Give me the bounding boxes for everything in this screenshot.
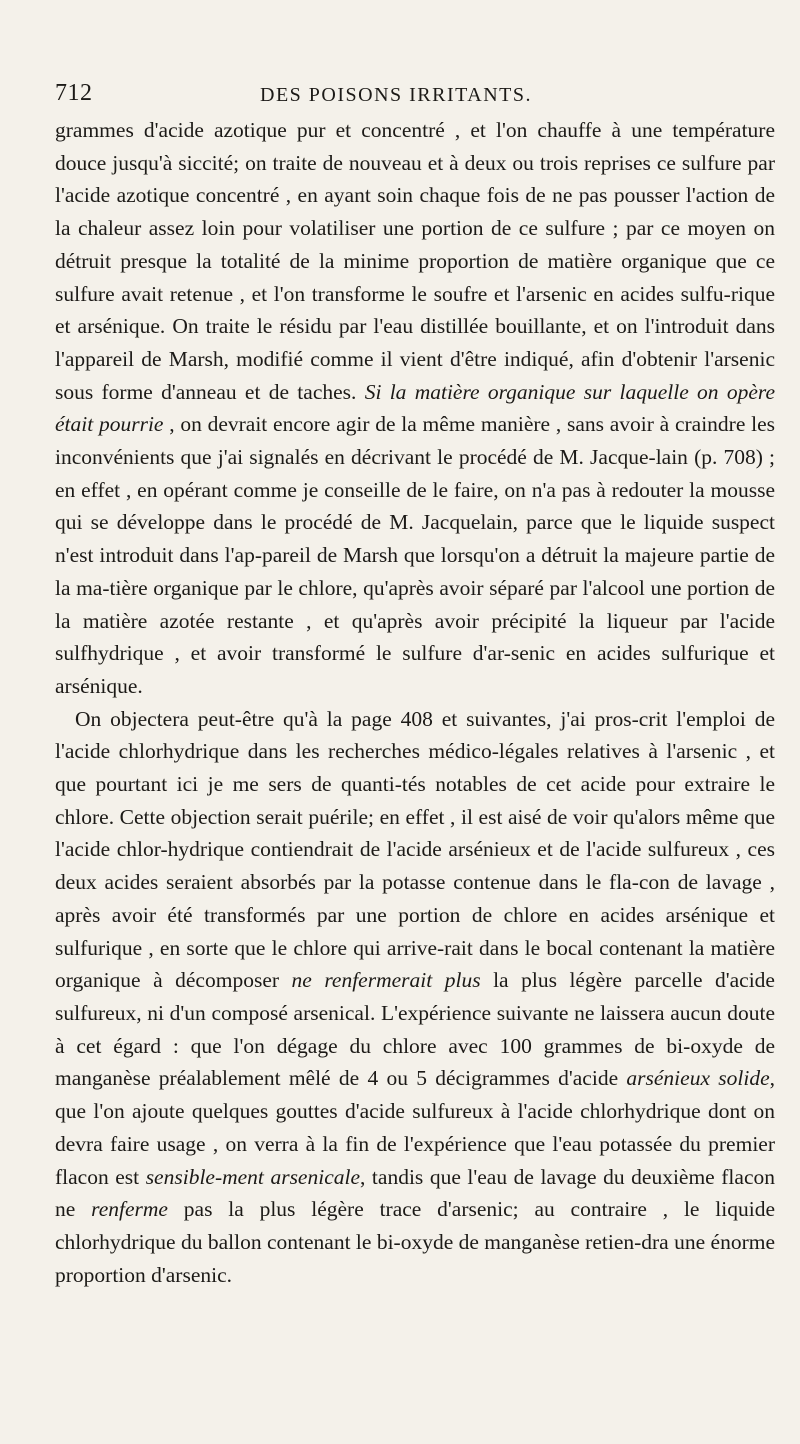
italic-segment: arsénieux solide (626, 1066, 770, 1091)
text-segment: , on devrait encore agir de la même manière , sans avoir à craindre les inconvénients que j'ai signalés en décrivant le procédé de M. Jacque-lain (p. 708) ; en effet , en opérant comme je conseille de le faire, on n'a pas à redouter la mousse qui se développe dans le procédé de M. Jacquelain, parce que le liquide suspect n'est introduit dans l'ap-pareil de Marsh que lorsqu'on a détruit la majeure partie de la ma-tière organique par le chlore, qu'après avoir séparé par l'alcool une portion de la matière azotée restante , et qu'après avoir précipité la liqueur par l'acide sulfhydrique , et avoir transformé le sulfure d'ar-senic en acides sulfurique et arsénique. (55, 412, 775, 698)
text-segment: , tandis que l'eau de lavage du deuxième flacon ne (55, 1164, 775, 1222)
body-text (55, 114, 775, 1291)
text-segment: On objectera peut-être qu'à la page 408 et suivantes, j'ai pros-crit l'emploi de l'acide chlorhydrique dans les recherches médico-légales relatives à l'arsenic , et que pourtant ici je me sers de quanti-tés notables de cet acide pour extraire le chlore. Cette objection serait puérile; en effet , il est aisé de voir qu'alors même que l'acide chlor-hydrique contiendrait de l'acide arsénieux et de l'acide sulfureux , ces deux acides seraient absorbés par la potasse contenue dans le fla-con de lavage , après avoir été transformés par une portion de chlore en acides arsénique et sulfurique , en sorte que le chlore qui arrive-rait dans le bocal contenant la matière organique à décomposer (55, 706, 775, 993)
book-page (55, 62, 776, 1287)
text-segment: grammes d'acide azotique pur et concentré , et l'on chauffe à une température douce jusqu'à siccité; on traite de nouveau et à deux ou trois reprises ce sulfure par l'acide azotique concentré , en ayant soin chaque fois de ne pas pousser l'action de la chaleur assez loin pour volatiliser une portion de ce sulfure ; par ce moyen on détruit presque la totalité de la minime proportion de matière organique que ce sulfure avait retenue , et l'on transforme le soufre et l'arsenic en acides sulfu-rique et arsénique. On traite le résidu par l'eau distillée bouillante, et on l'introduit dans l'appareil de Marsh, modifié comme il vient d'être indiqué, afin d'obtenir l'arsenic sous forme d'anneau et de taches. (55, 118, 775, 404)
text-segment: pas la plus légère trace d'arsenic; au contraire , le liquide chlorhydrique du ballon contenant le bi-oxyde de manganèse retien-dra une énorme proportion d'arsenic. (55, 1197, 776, 1287)
italic-segment: renferme (91, 1197, 168, 1222)
page-number: 712 (55, 80, 93, 106)
italic-segment: Si la matière organique sur laquelle on opère était pourrie (55, 379, 775, 437)
text-segment: , que l'on ajoute quelques gouttes d'acide sulfureux à l'acide chlorhydrique dont on devra faire usage , on verra à la fin de l'expérience que l'eau potassée du premier flacon est (55, 1066, 775, 1189)
running-title: DES POISONS IRRITANTS. (260, 84, 532, 106)
running-head (55, 62, 775, 106)
text-segment: la plus légère parcelle d'acide sulfureux, ni d'un composé arsenical. L'expérience suivante ne laissera aucun doute à cet égard : que l'on dégage du chlore avec 100 grammes de bi-oxyde de manganèse préalablement mêlé de 4 ou 5 décigrammes d'acide (55, 968, 775, 1091)
paragraph-2 (55, 703, 775, 1292)
italic-segment: ne renfermerait plus (291, 968, 481, 993)
italic-segment: sensible-ment arsenicale (145, 1164, 361, 1189)
paragraph-1 (55, 114, 775, 703)
